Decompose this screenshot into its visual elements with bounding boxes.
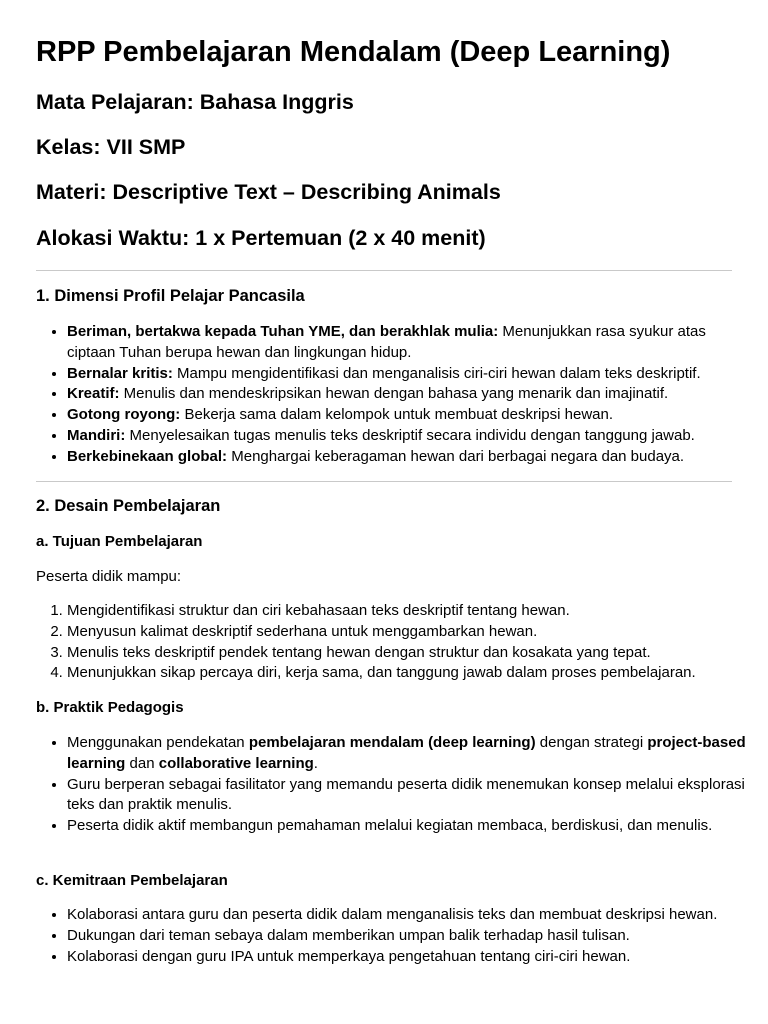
profile-dimension-list <box>36 322 757 468</box>
item-bold-text: project-based learning <box>67 734 746 772</box>
document-title: RPP Pembelajaran Mendalam (Deep Learning) <box>36 36 671 68</box>
item-text: Menyelesaikan tugas menulis teks deskriptif secara individu dengan tanggung jawab. <box>125 426 695 444</box>
item-text: Menunjukkan rasa syukur atas ciptaan Tuhan berupa hewan dan lingkungan hidup. <box>67 323 706 361</box>
list-item: • Kolaborasi antara guru dan peserta didik dalam menganalisis teks dan membuat deskripsi hewan. <box>67 905 757 926</box>
item-label: Kreatif: <box>67 385 120 403</box>
list-item: • Peserta didik aktif membangun pemahaman melalui kegiatan membaca, berdiskusi, dan menulis. <box>67 816 757 837</box>
list-item <box>67 733 757 775</box>
section1-heading: 1. Dimensi Profil Pelajar Pancasila <box>36 287 305 305</box>
list-item: • Dukungan dari teman sebaya dalam memberikan umpan balik terhadap hasil tulisan. <box>67 926 757 947</box>
item-label: Mandiri: <box>67 426 126 444</box>
item-label: Beriman, bertakwa kepada Tuhan YME, dan berakhlak mulia: <box>67 323 499 340</box>
item-bold-text: collaborative learning <box>158 754 314 772</box>
list-item: 2. Menyusun kalimat deskriptif sederhana untuk menggambarkan hewan. <box>67 622 757 643</box>
meta-subject: Mata Pelajaran: Bahasa Inggris <box>36 90 354 114</box>
list-item <box>67 384 757 405</box>
objectives-intro: Peserta didik mampu: <box>36 568 182 585</box>
list-item: 1. Mengidentifikasi struktur dan ciri kebahasaan teks deskriptif tentang hewan. <box>67 601 757 622</box>
divider <box>36 481 732 482</box>
partnership-list <box>36 905 757 967</box>
item-label: Bernalar kritis: <box>67 364 173 382</box>
list-item: • Kolaborasi dengan guru IPA untuk memperkaya pengetahuan tentang ciri-ciri hewan. <box>67 947 757 968</box>
item-text: Menggunakan pendekatan <box>67 734 249 751</box>
item-text: Mampu mengidentifikasi dan menganalisis ciri-ciri hewan dalam teks deskriptif. <box>172 364 701 382</box>
item-label: Gotong royong: <box>67 406 181 424</box>
list-item <box>67 426 757 447</box>
subsection-a-heading: a. Tujuan Pembelajaran <box>36 533 203 550</box>
item-text: Bekerja sama dalam kelompok untuk membuat deskripsi hewan. <box>180 406 614 424</box>
list-item <box>67 447 757 468</box>
list-item <box>67 364 757 385</box>
list-item: 4. Menunjukkan sikap percaya diri, kerja sama, dan tanggung jawab dalam proses pembelajaran. <box>67 663 757 684</box>
objectives-list <box>36 601 757 684</box>
item-text: Menghargai keberagaman hewan dari berbagai negara dan budaya. <box>227 447 685 465</box>
item-text: dan <box>125 754 159 772</box>
pedagogy-list <box>36 733 757 837</box>
meta-time: Alokasi Waktu: 1 x Pertemuan (2 x 40 menit) <box>36 226 486 250</box>
divider <box>36 270 732 271</box>
item-text: . <box>313 754 318 772</box>
meta-grade: Kelas: VII SMP <box>36 135 186 159</box>
item-label: Berkebinekaan global: <box>67 447 228 465</box>
list-item <box>67 405 757 426</box>
list-item <box>67 322 757 364</box>
item-text: Menulis dan mendeskripsikan hewan dengan bahasa yang menarik dan imajinatif. <box>119 385 669 403</box>
list-item: • Guru berperan sebagai fasilitator yang memandu peserta didik menemukan konsep melalui eksplorasi teks dan praktik menulis. <box>67 775 757 817</box>
subsection-b-heading: b. Praktik Pedagogis <box>36 699 184 716</box>
subsection-c-heading: c. Kemitraan Pembelajaran <box>36 872 228 889</box>
section2-heading: 2. Desain Pembelajaran <box>36 497 221 515</box>
item-bold-text: pembelajaran mendalam (deep learning) <box>248 734 536 751</box>
list-item: 3. Menulis teks deskriptif pendek tentang hewan dengan struktur dan kosakata yang tepat. <box>67 643 757 664</box>
item-text: dengan strategi <box>535 734 648 751</box>
meta-topic: Materi: Descriptive Text – Describing Animals <box>36 180 501 204</box>
